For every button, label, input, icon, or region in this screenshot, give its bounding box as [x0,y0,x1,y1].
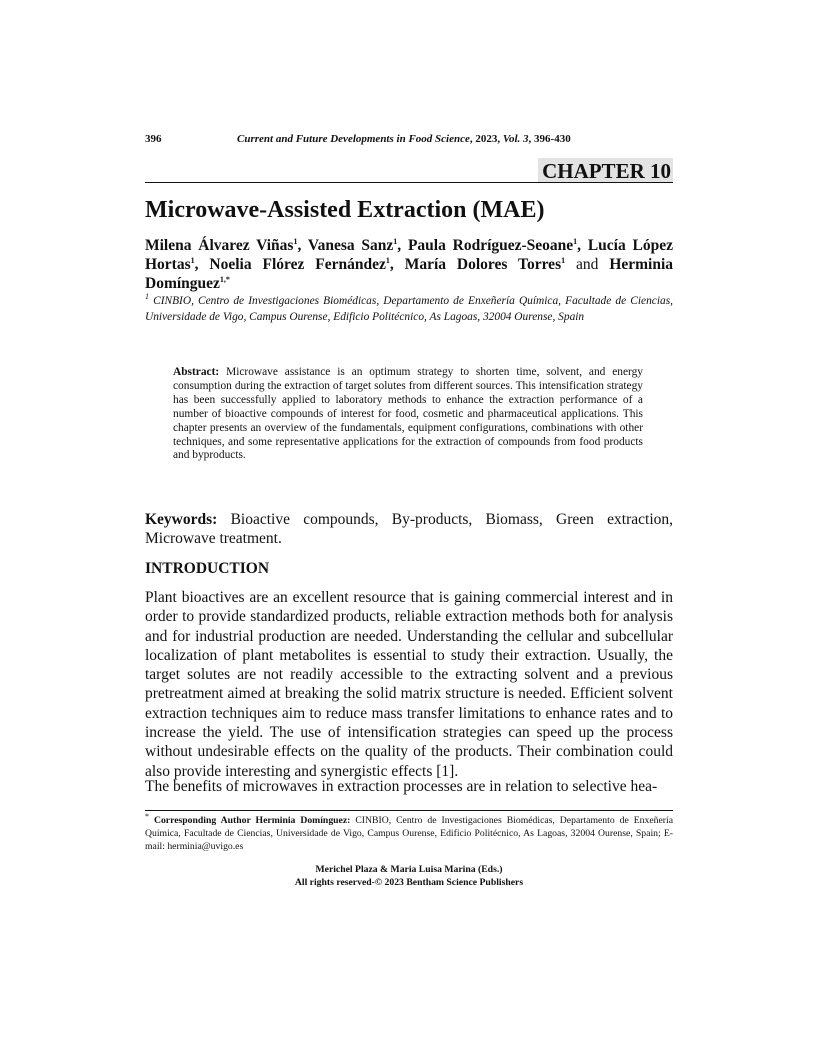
keywords-text: Bioactive compounds, By-products, Biomass, Green extraction, Microwave treatment. [145,511,673,547]
abstract-label: Abstract: [173,366,220,378]
rights: All rights reserved-© 2023 Bentham Science Publishers [294,876,524,888]
journal-volume: Vol. 3 [502,133,529,145]
footnote: * Corresponding Author Herminia Domínguez: CINBIO, Centro de Investigaciones Biomédicas, Departamento de Enxeñería Química, Facultade de Ciencias, Universidade de Vigo, Campus Ourense, Edificio Politécnico, As Lagoas, 32004 Ourense, Spain; E-mail: herminia@uvigo.es [145,811,673,852]
section-heading: INTRODUCTION [145,560,270,577]
affiliation: $^1$ CINBIO, Centro de Investigaciones Biomédicas, Departamento de Enxeñería Química, Facultade de Ciencias, Universidade de Vigo, Campus Ourense, Edificio Politécnico, As Lagoas, 32004 Ourense, Spain [145,292,673,323]
author-name: Paula Rodríguez-Seoane [407,237,574,254]
abstract [173,366,643,463]
author-name: Milena Álvarez Viñas [145,237,294,254]
author-name: Herminia Domínguez [145,256,674,292]
body-paragraph: The benefits of microwaves in extraction processes are in relation to selective hea- [145,778,658,795]
page-number: 396 [145,133,162,145]
title-rule [145,182,673,183]
keywords [145,510,673,548]
keywords-label: Keywords: [145,511,218,528]
author-name: Noelia Flórez Fernández [209,256,386,273]
author-name: María Dolores Torres [404,256,562,273]
author-name: Vanesa Sanz [307,237,394,254]
editors: Merichel Plaza & Maria Luisa Marina (Eds.) [315,864,503,875]
footnote-text: CINBIO, Centro de Investigaciones Biomédicas, Departamento de Enxeñería Química, Facultade de Ciencias, Universidade de Vigo, Campus Ourense, Edificio Politécnico, As Lagoas, 32004 Ourense, Spain; E-mail: herminia@uvigo.es [145,815,673,852]
authors-joiner: and [576,256,599,273]
chapter-label: CHAPTER 10 [538,158,673,183]
journal-name: Current and Future Developments in Food Science [237,133,470,145]
abstract-text: Microwave assistance is an optimum strategy to shorten time, solvent, and energy consumption during the extraction of target solutes from different sources. This intensification strategy has been successfully applied to laboratory methods to enhance the extraction performance of a number of bioactive compounds of interest for food, cosmetic and pharmaceutical applications. This chapter presents an overview of the fundamentals, equipment configurations, combinations with other techniques, and some representative applications for the extraction of compounds from food products and byproducts. [173,366,643,462]
journal-pages: , 396-430 [528,133,571,145]
journal-year: , 2023, [469,133,503,145]
body-paragraph: Plant bioactives are an excellent resource that is gaining commercial interest and in order to provide standardized products, reliable extraction methods both for analysis and for industrial production are needed. Understanding the cellular and subcellular localization of plant metabolites is essential to study their extraction. Usually, the target solutes are not readily accessible to the extracting solvent and a previous pretreatment aimed at breaking the solid matrix structure is needed. Efficient solvent extraction techniques aim to reduce mass transfer limitations to enhance rates and to increase the yield. The use of intensification strategies can speed up the process without undesirable effects on the quality of the products. Their combination could also provide interesting and synergistic effects [1]. [145,589,673,780]
author-list: Milena Álvarez Viñas$^1$, Vanesa Sanz$^1$, Paula Rodríguez-Seoane$^1$, Lucía López Hortas$^1$, Noelia Flórez Fernández$^1$, María Dolores Torres$^1$ and Herminia Domínguez$^{1,*}$ [145,236,674,292]
author-name: Lucía López Hortas [145,237,673,273]
footnote-label: Corresponding Author Herminia Domínguez: [153,815,351,826]
page-title: Microwave-Assisted Extraction (MAE) [145,197,545,223]
publisher-info [145,864,673,889]
journal-citation [237,133,571,145]
footnote-rule [145,810,673,811]
